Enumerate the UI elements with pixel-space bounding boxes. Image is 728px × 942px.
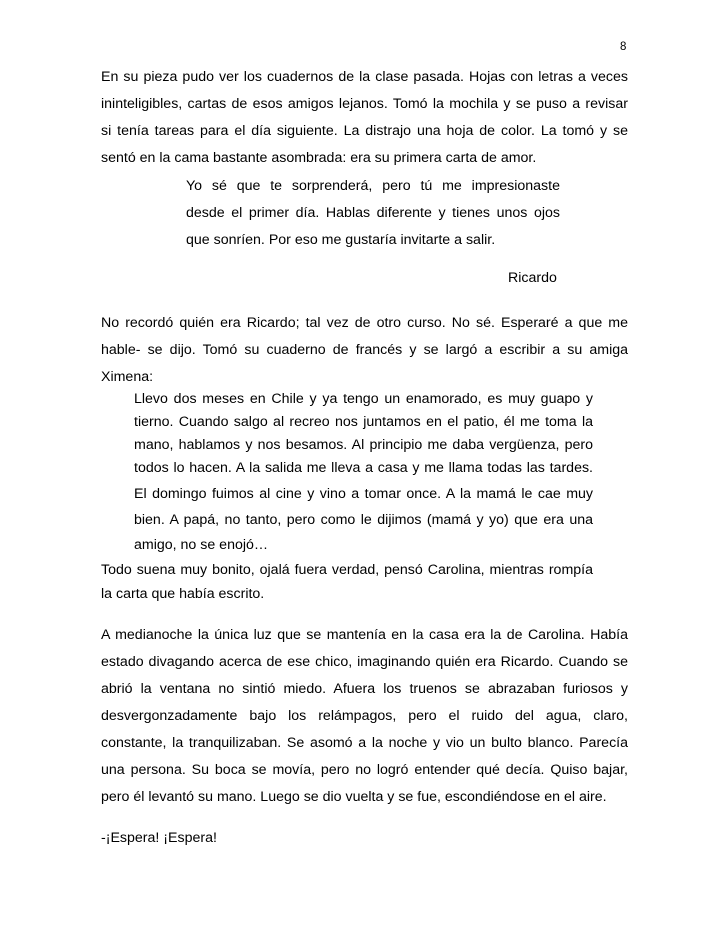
text-line: A medianoche la única luz que se mantenía en la casa era la de Carolina. Había [101, 627, 628, 643]
text-line: una persona. Su boca se movía, pero no logró entender qué decía. Quiso bajar, [101, 762, 628, 778]
text-line: hable- se dijo. Tomó su cuaderno de francés y se largó a escribir a su amiga [101, 342, 628, 358]
signature: Ricardo [508, 270, 557, 286]
page-number: 8 [620, 41, 627, 53]
text-line: bien. A papá, no tanto, pero como le dijimos (mamá y yo) que era una [134, 512, 593, 528]
text-line: constante, la tranquilizaban. Se asomó a la noche y vio un bulto blanco. Parecía [101, 735, 628, 751]
text-line: Todo suena muy bonito, ojalá fuera verdad, pensó Carolina, mientras rompía [101, 562, 593, 578]
text-line: amigo, no se enojó… [134, 537, 269, 553]
text-line: desvergonzadamente bajo los relámpagos, pero el ruido del agua, claro, [101, 708, 628, 724]
text-line: si tenía tareas para el día siguiente. La distrajo una hoja de color. La tomó y se [101, 123, 628, 139]
text-line: abrió la ventana no sintió miedo. Afuera los truenos se abrazaban furiosos y [101, 681, 628, 697]
dialogue-line: -¡Espera! ¡Espera! [101, 830, 217, 846]
text-line: que sonríen. Por eso me gustaría invitarte a salir. [186, 232, 496, 248]
text-line: tierno. Cuando salgo al recreo nos juntamos en el patio, él me toma la [134, 414, 593, 430]
text-line: pero él levantó su mano. Luego se dio vuelta y se fue, escondiéndose en el aire. [101, 789, 607, 805]
text-line: estado divagando acerca de ese chico, imaginando quién era Ricardo. Cuando se [101, 654, 628, 670]
text-line: la carta que había escrito. [101, 586, 265, 602]
text-line: desde el primer día. Hablas diferente y tienes unos ojos [186, 205, 560, 221]
text-line: En su pieza pudo ver los cuadernos de la clase pasada. Hojas con letras a veces [101, 69, 628, 85]
text-line: Llevo dos meses en Chile y ya tengo un enamorado, es muy guapo y [134, 391, 593, 407]
text-line: mano, hablamos y nos besamos. Al principio me daba vergüenza, pero [134, 437, 593, 453]
text-line: ininteligibles, cartas de esos amigos lejanos. Tomó la mochila y se puso a revisar [101, 96, 628, 112]
text-line: Ximena: [101, 369, 154, 385]
text-line: El domingo fuimos al cine y vino a tomar once. A la mamá le cae muy [134, 486, 593, 502]
text-line: sentó en la cama bastante asombrada: era su primera carta de amor. [101, 150, 537, 166]
text-line: todos lo hacen. A la salida me lleva a casa y me llama todas las tardes. [134, 460, 593, 476]
text-line: No recordó quién era Ricardo; tal vez de otro curso. No sé. Esperaré a que me [101, 315, 628, 331]
text-line: Yo sé que te sorprenderá, pero tú me impresionaste [186, 178, 560, 194]
